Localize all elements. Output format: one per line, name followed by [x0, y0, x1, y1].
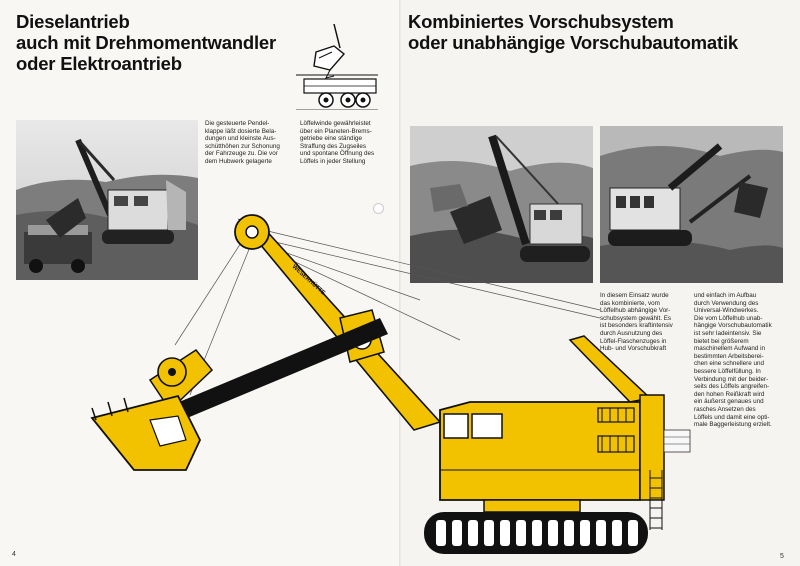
text-line: bestimmten Arbeitsberei- — [694, 352, 764, 360]
left-heading-line-3: oder Elektroantrieb — [16, 53, 182, 74]
caption-line: getriebe eine ständige — [300, 135, 362, 143]
text-line: In diesem Einsatz wurde — [600, 292, 669, 299]
text-line: durch Verwendung des — [694, 299, 759, 307]
left-heading-line-1: Dieselantrieb — [16, 11, 130, 32]
text-line: Verbindung mit der beider- — [694, 375, 769, 383]
counterweight-grille — [664, 430, 690, 452]
text-line: Löffels und damit eine opti- — [694, 413, 770, 421]
left-heading-line-2: auch mit Drehmomentwandler — [16, 32, 277, 53]
cab-window-left — [444, 414, 468, 438]
caption-line: Löffelwinde gewährleistet — [300, 120, 371, 127]
caption-line: und spontane Öffnung des — [300, 150, 375, 158]
caption-line: dungen und kleinste Aus- — [205, 135, 276, 143]
text-line: ein äußerst genaues und — [694, 398, 764, 406]
text-line: hängige Vorschubautomatik — [694, 322, 772, 330]
text-line: Löffel-Flaschenzuges in — [600, 337, 667, 345]
text-line: den hohen Reißkraft wird — [694, 390, 765, 398]
right-heading-line-1: Kombiniertes Vorschubsystem — [408, 11, 674, 32]
page-number-right: 5 — [780, 553, 784, 560]
text-line: Universal-Windwerkes. — [694, 307, 759, 315]
text-line: maschinellem Aufwand in — [694, 345, 766, 353]
text-line: chen eine schnellere und — [694, 360, 765, 368]
cab-window-right — [472, 414, 502, 438]
text-line: bessere Löffelfüllung. In — [694, 367, 761, 375]
gantry-strut — [570, 336, 650, 402]
boom-brand-label: WESERHÜTTE — [290, 264, 326, 297]
caption-line: dem Hubwerk gelagerte — [205, 157, 272, 165]
right-heading-line-2: oder unabhängige Vorschubautomatik — [408, 32, 739, 53]
text-line: male Baggerleistung erzielt. — [694, 421, 772, 429]
text-line: Die vom Löffelhub unab- — [694, 314, 763, 322]
carbody — [484, 500, 580, 512]
text-line: seits des Löffels angreifen- — [694, 383, 770, 391]
text-line: durch Ausnutzung des — [600, 329, 663, 337]
text-line: und einfach im Aufbau — [694, 292, 757, 299]
text-line: ist sehr ladeintensiv. Sie — [694, 329, 762, 337]
caption-line: Löffels in jeder Stellung — [300, 157, 366, 165]
text-line: bietet bei größerem — [694, 337, 749, 345]
text-line: Hub- und Vorschubkraft — [600, 345, 667, 353]
caption-line: Straffung des Zugseiles — [300, 142, 367, 150]
text-line: das kombinierte, vom — [600, 299, 660, 307]
main-boom — [240, 220, 440, 430]
text-line: ist besonders kraftintensiv — [600, 322, 673, 330]
text-line: rasches Ansetzen des — [694, 405, 756, 413]
caption-line: über ein Planeten-Brems- — [300, 127, 372, 135]
caption-line: der Fahrzeuge zu. Die vor — [205, 150, 278, 158]
text-line: Löffelhub abhängige Vor- — [600, 307, 671, 315]
text-line: schubsystem gewählt. Es — [600, 314, 672, 322]
caption-line: schütthöhen zur Schonung — [205, 142, 280, 150]
page-number-left: 4 — [12, 551, 16, 558]
caption-line: Die gesteuerte Pendel- — [205, 120, 270, 127]
punch-hole — [373, 203, 384, 214]
caption-line: klappe läßt dosierte Bela- — [205, 127, 277, 135]
